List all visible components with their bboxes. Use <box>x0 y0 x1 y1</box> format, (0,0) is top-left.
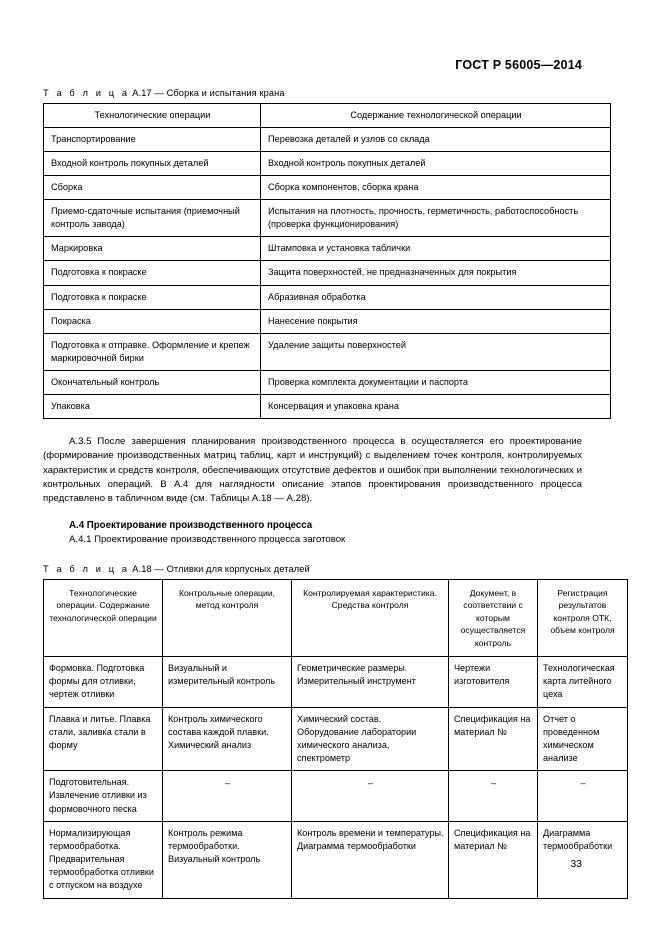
table-a18-col-header-control-operation: Контрольные операции, метод контроля <box>163 579 292 656</box>
table-row <box>44 333 611 370</box>
table-a17-cell-content: Испытания на плотность, прочность, герметичность, работоспособность (проверка функционирования) <box>261 200 611 237</box>
page-number: 33 <box>570 858 582 870</box>
heading-a-4: А.4 Проектирование производственного процесса <box>69 519 313 531</box>
table-a18-col-header-document: Документ, в соответствии с которым осуществляется контроль <box>449 579 538 656</box>
table-row <box>44 657 628 708</box>
table-a18-cell-document: Чертежи изготовителя <box>449 657 538 708</box>
table-a17-cell-content: Перевозка деталей и узлов со склада <box>261 128 611 152</box>
table-a17-col-header-operation: Технологические операции <box>44 104 261 128</box>
table-row <box>44 707 628 771</box>
table-a18-cell-document: Спецификация на материал № <box>449 821 538 898</box>
table-a17-cell-operation: Окончательный контроль <box>44 370 261 394</box>
table-a17-cell-operation: Маркировка <box>44 237 261 261</box>
table-a17-cell-content: Проверка комплекта документации и паспорта <box>261 370 611 394</box>
table-a18-cell-control-operation: – <box>163 771 292 822</box>
table-a17-body <box>44 128 611 419</box>
table-row <box>44 152 611 176</box>
table-a18-cell-operation: Нормализирующая термообработка. Предварительная термообработка отливки с отпуском на воздухе <box>44 821 163 898</box>
table-a18-cell-registration: Диаграмма термообработки <box>538 821 628 898</box>
table-a17-cell-operation: Входной контроль покупных деталей <box>44 152 261 176</box>
table-row <box>44 237 611 261</box>
page-content <box>43 88 615 899</box>
table-a18-cell-control-operation: Контроль химического состава каждой плавки. Химический анализ <box>163 707 292 771</box>
table-a18-cell-operation: Плавка и литье. Плавка стали, заливка стали в форму <box>44 707 163 771</box>
table-a17-cell-operation: Подготовка к отправке. Оформление и крепеж маркировочной бирки <box>44 333 261 370</box>
table-a17-header-row <box>44 104 611 128</box>
table-a17-cell-content: Нанесение покрытия <box>261 309 611 333</box>
table-a18-cell-registration: Технологическая карта литейного цеха <box>538 657 628 708</box>
table-a18-col-header-registration: Регистрация результатов контроля ОТК, объем контроля <box>538 579 628 656</box>
table-a18-cell-control-operation: Контроль режима термообработки. Визуальный контроль <box>163 821 292 898</box>
heading-a-4-1: А.4.1 Проектирование производственного процесса заготовок <box>69 534 346 546</box>
table-a17-cell-operation: Подготовка к покраске <box>44 261 261 285</box>
table-a17-cell-operation: Упаковка <box>44 394 261 418</box>
table-a18-caption <box>43 564 582 574</box>
table-a17-cell-content: Удаление защиты поверхностей <box>261 333 611 370</box>
paragraph-a-3-5: А.3.5 После завершения планирования производственного процесса в осуществляется его проектирование (формирование производственных матриц таблиц, карт и инструкций) с выделением точек контроля, контролируемых характеристик и средств контроля, обеспечивающих отсутствие дефектов и ошибок при выполнении технологических и контрольных операций. В А.4 для наглядности описание этапов проектирования производственного процесса представлено в табличном виде (см. Таблицы А.18 — А.28). <box>43 435 582 505</box>
table-row <box>44 370 611 394</box>
table-a18-caption-label: Т а б л и ц а <box>43 563 130 574</box>
table-a17-cell-content: Абразивная обработка <box>261 285 611 309</box>
table-a18-cell-document: – <box>449 771 538 822</box>
table-a17-caption-label: Т а б л и ц а <box>43 88 130 98</box>
table-row <box>44 394 611 418</box>
table-a17-cell-operation: Транспортирование <box>44 128 261 152</box>
table-row <box>44 128 611 152</box>
table-row <box>44 176 611 200</box>
table-a17-cell-content: Сборка компонентов, сборка крана <box>261 176 611 200</box>
table-a17-cell-operation: Покраска <box>44 309 261 333</box>
table-a18-col-header-operation: Технологические операции. Содержание технологической операции <box>44 579 163 656</box>
table-a17-cell-operation: Приемо-сдаточные испытания (приемочный контроль завода) <box>44 200 261 237</box>
table-a18 <box>43 579 628 899</box>
table-a18-cell-characteristic: – <box>292 771 449 822</box>
table-row <box>44 285 611 309</box>
table-a17-head <box>44 104 611 128</box>
table-a18-head <box>44 579 628 656</box>
table-a18-cell-characteristic: Контроль времени и температуры. Диаграмма термообработки <box>292 821 449 898</box>
table-a17-cell-operation: Сборка <box>44 176 261 200</box>
table-a17-cell-content: Входной контроль покупных деталей <box>261 152 611 176</box>
table-a17-caption <box>43 88 582 98</box>
table-a18-cell-operation: Подготовительная. Извлечение отливки из формовочного песка <box>44 771 163 822</box>
table-a18-cell-document: Спецификация на материал № <box>449 707 538 771</box>
table-a17 <box>43 103 611 419</box>
table-a18-cell-registration: – <box>538 771 628 822</box>
table-row <box>44 261 611 285</box>
table-a18-header-row <box>44 579 628 656</box>
table-a18-cell-registration: Отчет о проведенном химическом анализе <box>538 707 628 771</box>
table-a18-cell-operation: Формовка. Подготовка формы для отливки, чертеж отливки <box>44 657 163 708</box>
table-a18-col-header-characteristic: Контролируемая характеристика. Средства контроля <box>292 579 449 656</box>
document-header: ГОСТ Р 56005—2014 <box>455 58 582 72</box>
table-a17-cell-content: Штамповка и установка таблички <box>261 237 611 261</box>
table-a17-cell-operation: Подготовка к покраске <box>44 285 261 309</box>
table-a18-caption-text: А.18 — Отливки для корпусных деталей <box>132 563 310 574</box>
table-a17-caption-text: А.17 — Сборка и испытания крана <box>132 88 285 98</box>
table-a18-cell-characteristic: Геометрические размеры. Измерительный инструмент <box>292 657 449 708</box>
table-row <box>44 309 611 333</box>
table-a17-col-header-content: Содержание технологической операции <box>261 104 611 128</box>
table-row <box>44 200 611 237</box>
table-row <box>44 771 628 822</box>
table-a17-cell-content: Консервация и упаковка крана <box>261 394 611 418</box>
table-a18-cell-control-operation: Визуальный и измерительный контроль <box>163 657 292 708</box>
table-a18-cell-characteristic: Химический состав. Оборудование лаборатории химического анализа, спектрометр <box>292 707 449 771</box>
table-a17-cell-content: Защита поверхностей, не предназначенных для покрытия <box>261 261 611 285</box>
